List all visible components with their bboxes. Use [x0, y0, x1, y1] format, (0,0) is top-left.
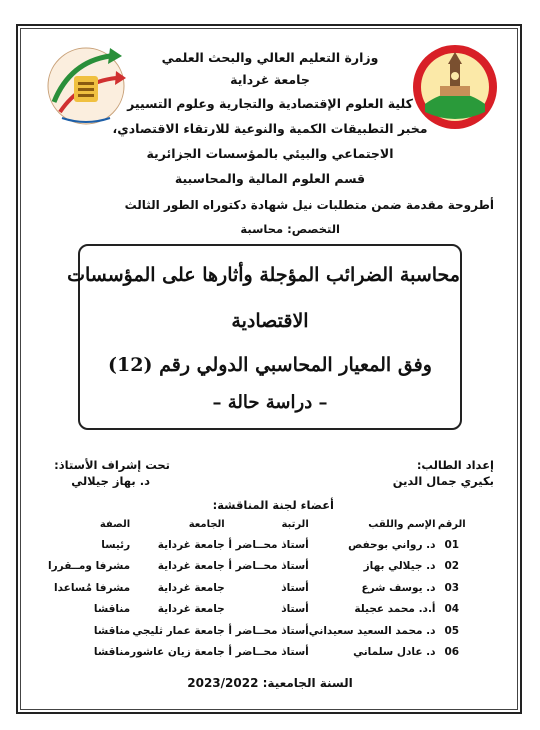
table-row [48, 620, 468, 642]
member-role: مشرفا مُساعدا [54, 581, 131, 594]
supervision-label: تحت إشراف الأستاذ: [54, 458, 170, 472]
thesis-title-line2: الاقتصادية [231, 310, 309, 332]
laboratory-name-line2: الاجتماعي والبيئي بالمؤسسات الجزائرية [146, 146, 394, 161]
member-rank: أستاذ محــاضر أ [228, 560, 309, 573]
row-number: 01 [444, 538, 460, 551]
committee-label: أعضاء لجنة المناقشة: [212, 498, 334, 512]
supervisor-name: د. بهاز جيلالي [71, 474, 150, 488]
thesis-title-box [67, 244, 462, 430]
header-name: الإسم واللقب [368, 518, 436, 530]
member-name: أ.د. محمد عجيلة [354, 603, 436, 616]
member-rank: أستاذ محــاضر أ [228, 624, 309, 637]
row-number: 04 [444, 603, 460, 616]
member-university: جامعة عمار ثليجي [132, 624, 225, 637]
ministry-name: وزارة التعليم العالي والبحث العلمي [161, 50, 379, 65]
header-role: الصفة [99, 518, 131, 530]
row-number: 05 [444, 624, 460, 637]
member-role: مناقشا [93, 624, 131, 637]
member-rank: أستاذ محــاضر أ [228, 646, 309, 659]
row-number: 03 [444, 581, 460, 594]
table-row [48, 534, 468, 556]
thesis-title-line4: – دراسة حالة – [212, 392, 328, 413]
academic-year: السنة الجامعية: 2023/2022 [187, 676, 353, 690]
specialty-label: التخصص: محاسبة [240, 222, 340, 236]
member-rank: أستاذ محــاضر أ [228, 538, 309, 551]
student-name: بكيري جمال الدين [392, 474, 494, 488]
member-university: جامعة زيان عاشور [130, 646, 225, 659]
member-university: جامعة غرداية [157, 581, 225, 594]
table-row [48, 642, 468, 664]
header-university: الجامعة [188, 518, 225, 530]
member-role: مشرفا ومــقررا [48, 560, 131, 573]
header-number: الرقم [437, 518, 466, 530]
thesis-title-line3: وفق المعيار المحاسبي الدولي رقم (12) [108, 354, 432, 376]
member-rank: أستاذ [281, 603, 309, 616]
department-name: قسم العلوم المالية والمحاسبية [174, 171, 366, 186]
member-rank: أستاذ [281, 581, 309, 594]
member-name: د. محمد السعيد سعيداني [308, 624, 436, 637]
row-number: 06 [444, 646, 460, 659]
table-row [48, 556, 468, 578]
committee-table [48, 514, 468, 663]
member-name: د. جيلالي بهاز [363, 560, 436, 573]
prepared-by-label: إعداد الطالب: [416, 458, 494, 472]
university-name: جامعة غرداية [230, 72, 310, 87]
thesis-submission-statement: أطروحة مقدمة ضمن متطلبات نيل شهادة دكتوراه الطور الثالث [124, 198, 494, 212]
member-role: رئيسا [101, 538, 131, 551]
member-name: د. يوسف شرع [361, 581, 436, 594]
member-role: مناقشا [93, 603, 131, 616]
member-name: د. عادل سلماني [353, 646, 436, 659]
member-university: جامعة غرداية [157, 560, 225, 573]
table-row [48, 577, 468, 599]
member-university: جامعة غرداية [157, 603, 225, 616]
laboratory-name-line1: مخبر التطبيقات الكمية والنوعية للارتقاء الاقتصادي، [112, 121, 428, 136]
row-number: 02 [444, 560, 460, 573]
member-university: جامعة غرداية [157, 538, 225, 551]
header-rank: الرتبة [281, 518, 309, 530]
committee-table-header [48, 514, 468, 534]
table-row [48, 599, 468, 621]
thesis-title-line1: محاسبة الضرائب المؤجلة وأثارها على المؤسسات [67, 264, 460, 286]
member-name: د. رواني بوحفص [348, 538, 436, 551]
faculty-name: كلية العلوم الإقتصادية والتجارية وعلوم التسيير [127, 96, 413, 111]
member-role: مناقشا [93, 646, 131, 659]
